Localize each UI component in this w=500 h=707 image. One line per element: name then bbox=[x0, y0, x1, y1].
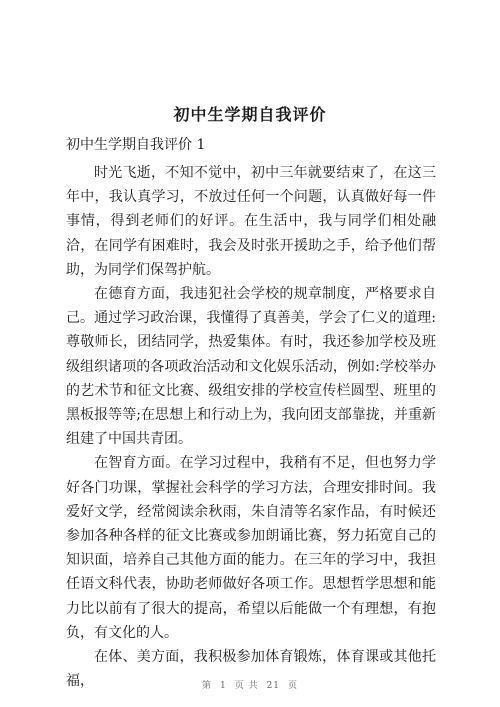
document-title: 初中生学期自我评价 bbox=[173, 105, 327, 124]
document-body bbox=[66, 161, 436, 693]
paragraph-2: 在德育方面，我违犯社会学校的规章制度，严格要求自己。通过学习政治课，我懂得了真善美，学会了仁义的道理:尊敬师长，团结同学，热爱集体。有时，我还参加学校及班级组织诸项的各项政治活动和文化娱乐活动，例如:学校举办的艺术节和征文比赛、级组安排的学校宣传栏圆型、班里的黑板报等等;在思想上和行动上为，我向团支部靠拢，并重新组建了中国共青团。 bbox=[66, 286, 436, 448]
paragraph-4: 在体、美方面，我积极参加体育锻炼，体育课或其他托福， bbox=[66, 649, 436, 690]
footer-total-pages: 21 bbox=[266, 681, 281, 691]
paragraph-1: 时光飞逝，不知不觉中，初中三年就要结束了，在这三年中，我认真学习，不放过任何一个问题，认真做好每一件事情，得到老师们的好评。在生活中，我与同学们相处融洽，在同学有困难时，我会及时张开援助之手，给予他们帮助，为同学们保驾护航。 bbox=[66, 165, 436, 278]
footer-suffix: 页 bbox=[288, 681, 299, 691]
footer-middle: 页 共 bbox=[234, 681, 259, 691]
page-footer bbox=[0, 678, 500, 691]
footer-prefix: 第 bbox=[201, 681, 212, 691]
footer-page-number: 1 bbox=[219, 681, 227, 691]
section-heading: 初中生学期自我评价 1 bbox=[66, 137, 206, 153]
paragraph-3: 在智育方面。在学习过程中，我稍有不足，但也努力学好各门功课，掌握社会科学的学习方法，合理安排时间。我爱好文学，经常阅读余秋雨，朱自清等名家作品，有时候还参加各种各样的征文比赛或参加朗诵比赛，努力拓宽自己的知识面，培养自己其他方面的能力。在三年的学习中，我担任语文科代表，协助老师做好各项工作。思想哲学思想和能力比以前有了很大的提高，希望以后能做一个有理想，有抱负，有文化的人。 bbox=[66, 455, 436, 641]
